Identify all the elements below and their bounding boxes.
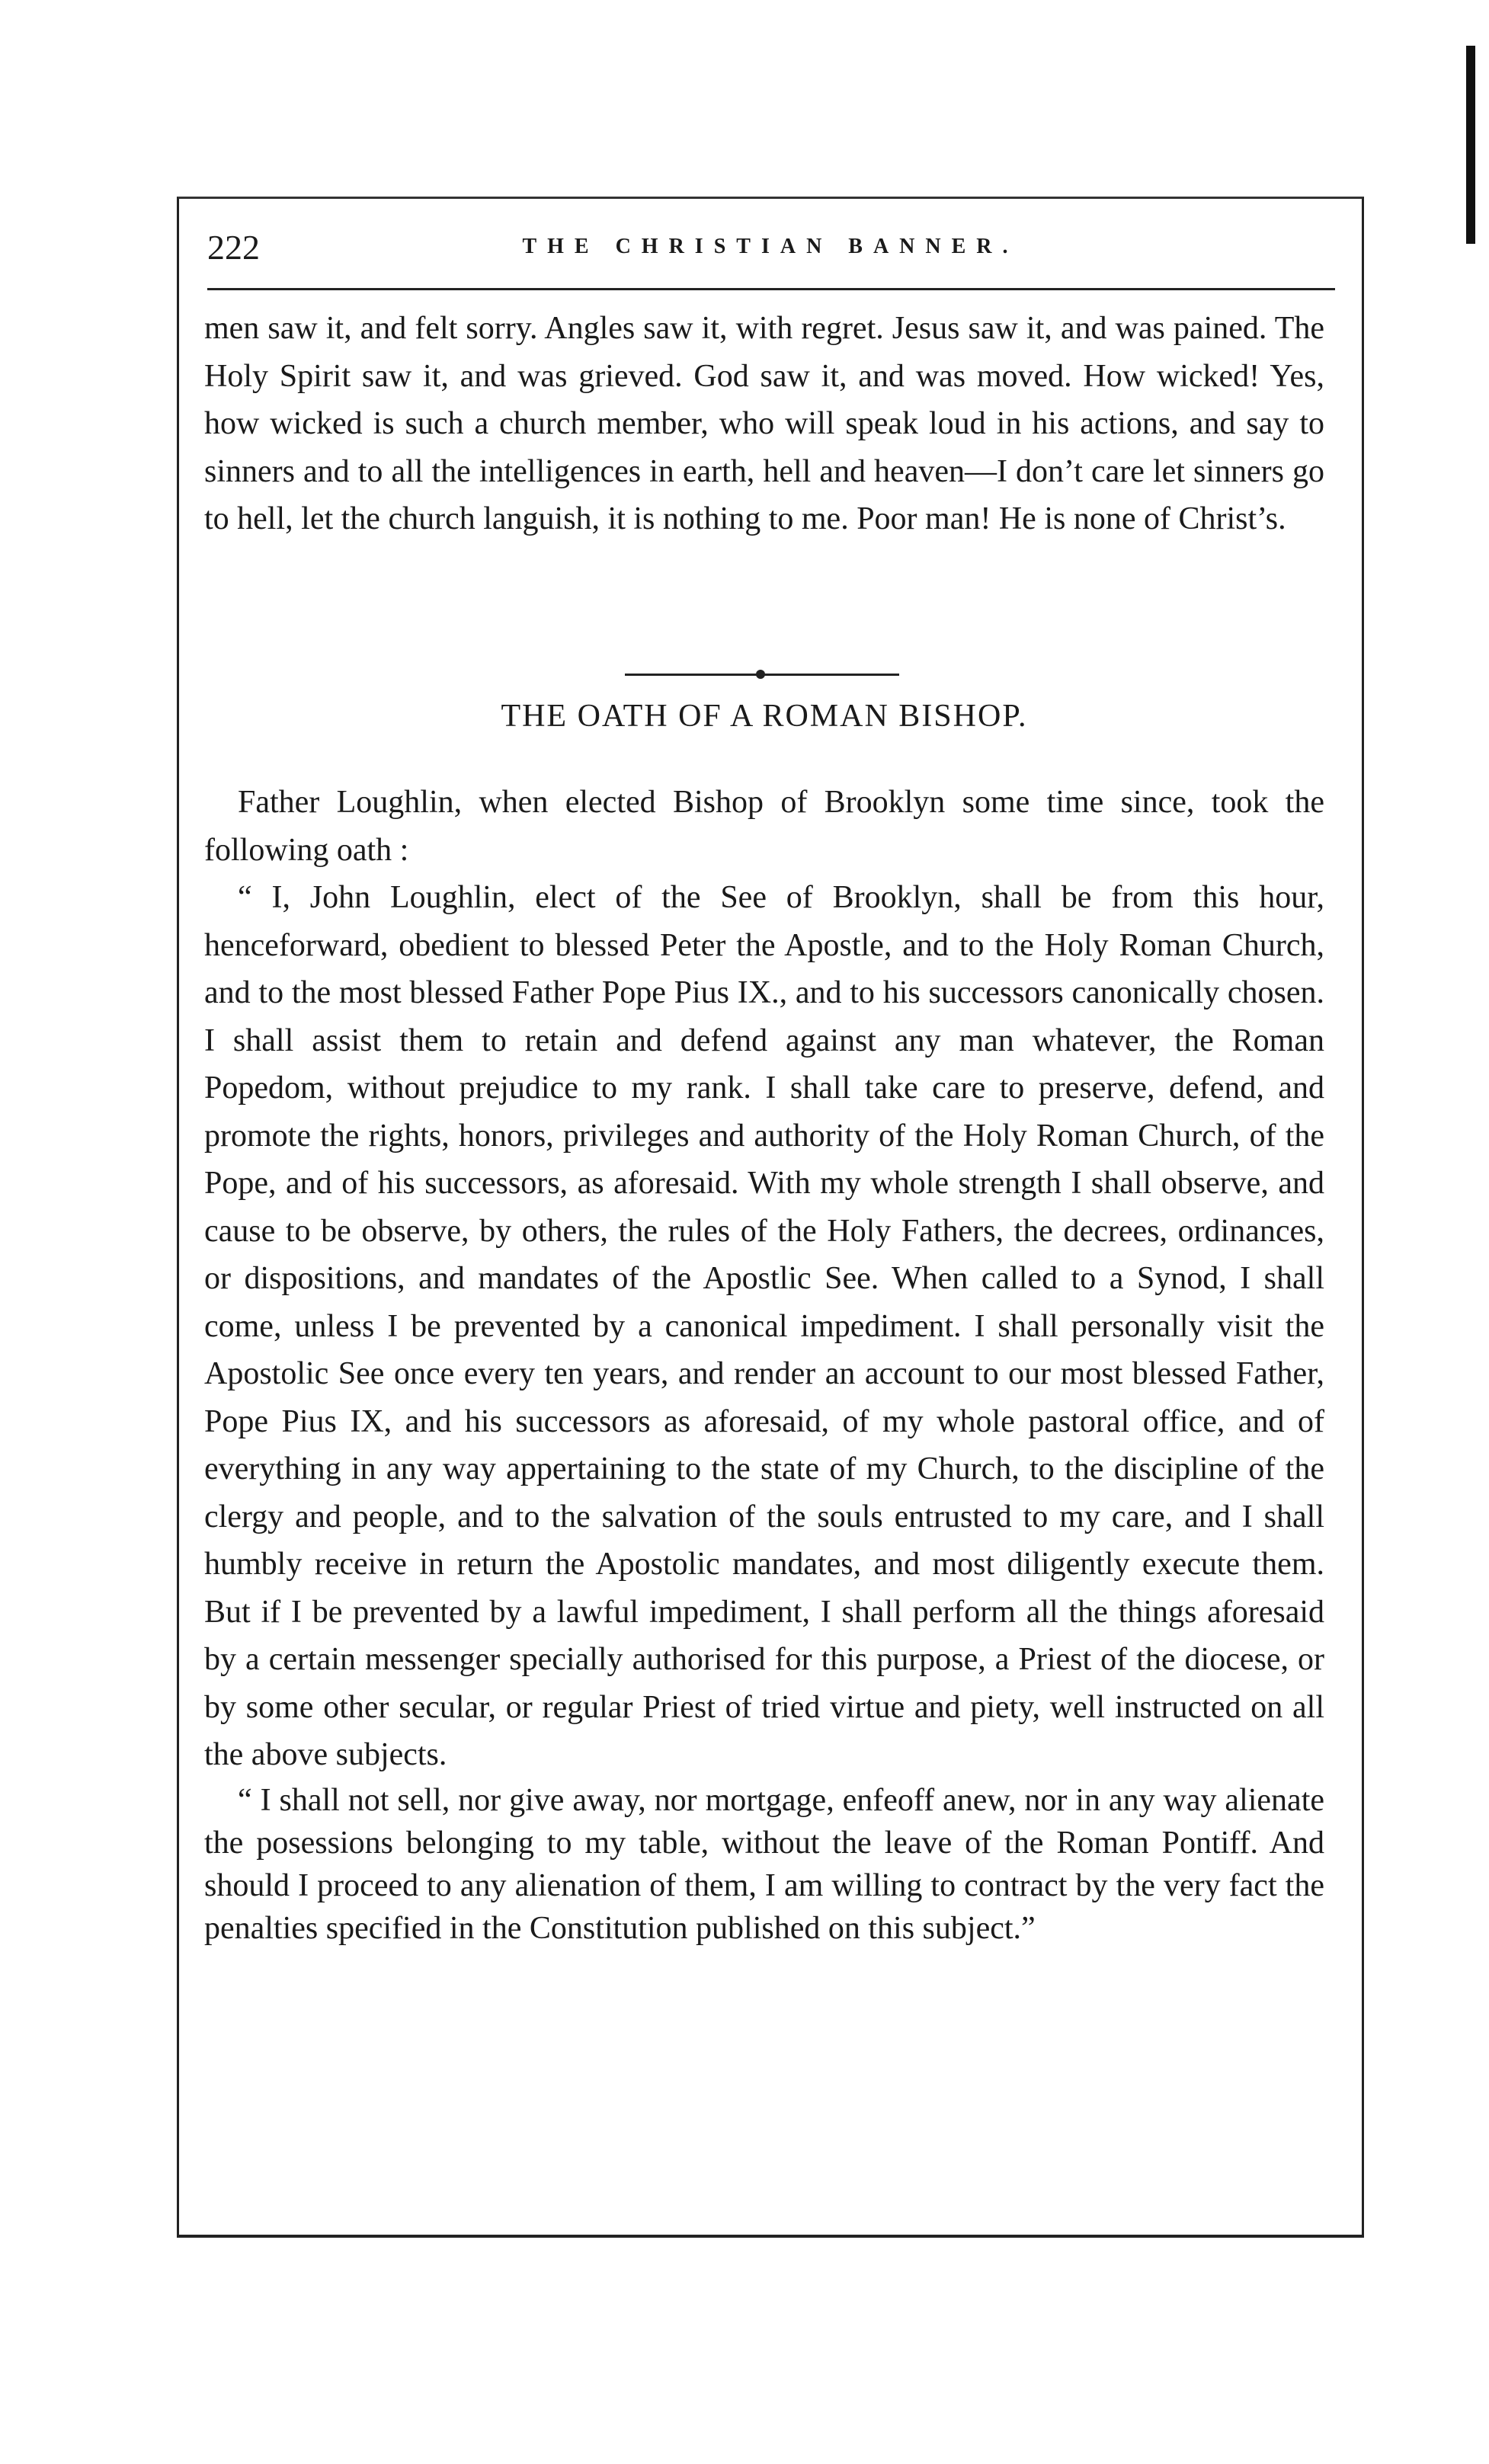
continuation-text-block	[204, 305, 1324, 543]
section-divider-ornament	[756, 670, 765, 679]
page-edge-shadow	[1466, 46, 1475, 244]
article-title: THE OATH OF A ROMAN BISHOP.	[501, 699, 1028, 734]
continuation-paragraph: men saw it, and felt sorry. Angles saw it, with regret. Jesus saw it, and was pained. The Holy Spirit saw it, and was grieved. God saw it, and was moved. How wicked! Yes, how wicked is such a church member, who will speak loud in his actions, and say to sinners and to all the intelligences in earth, hell and heaven—I don’t care let sinners go to hell, let the church languish, it is nothing to me. Poor man! He is none of Christ’s.	[204, 311, 1324, 536]
article-body	[204, 779, 1324, 1950]
oath-paragraph-1: “ I, John Loughlin, elect of the See of Brooklyn, shall be from this hour, henceforward, obedient to blessed Peter the Apostle, and to the Holy Roman Church, and to the most blessed Father Pope Pius IX., and to his successors canonically chosen. I shall assist them to retain and defend against any man whatever, the Roman Popedom, without prejudice to my rank. I shall take care to preserve, defend, and promote the rights, honors, privileges and authority of the Holy Roman Church, of the Pope, and of his successors, as aforesaid. With my whole strength I shall observe, and cause to be observe, by others, the rules of the Holy Fathers, the decrees, ordinances, or dispositions, and mandates of the Apostlic See. When called to a Synod, I shall come, unless I be prevented by a canonical impediment. I shall personally visit the Apostolic See once every ten years, and render an account to our most blessed Father, Pope Pius IX, and his successors as aforesaid, of my whole pastoral office, and of everything in any way appertaining to the state of my Church, to the discipline of the clergy and people, and to the salvation of the souls entrusted to my care, and I shall humbly receive in return the Apostolic mandates, and most diligently execute them. But if I be prevented by a lawful impediment, I shall perform all the things aforesaid by a certain messenger specially authorised for this purpose, a Priest of the diocese, or by some other secular, or regular Priest of tried virtue and piety, well instructed on all the above subjects.	[204, 880, 1324, 1772]
oath-paragraph-2: “ I shall not sell, nor give away, nor mortgage, enfeoff anew, nor in any way alienate the posessions belonging to my table, without the leave of the Roman Pontiff. And should I proceed to any alienation of them, I am willing to contract by the very fact the penalties specified in the Constitution published on this subject.”	[204, 1782, 1324, 1946]
header-rule	[207, 288, 1335, 290]
page-number: 222	[207, 228, 260, 267]
page-header	[207, 227, 1334, 280]
running-title: THE CHRISTIAN BANNER.	[522, 235, 1019, 258]
article-intro: Father Loughlin, when elected Bishop of Brooklyn some time since, took the following oath :	[204, 785, 1324, 868]
